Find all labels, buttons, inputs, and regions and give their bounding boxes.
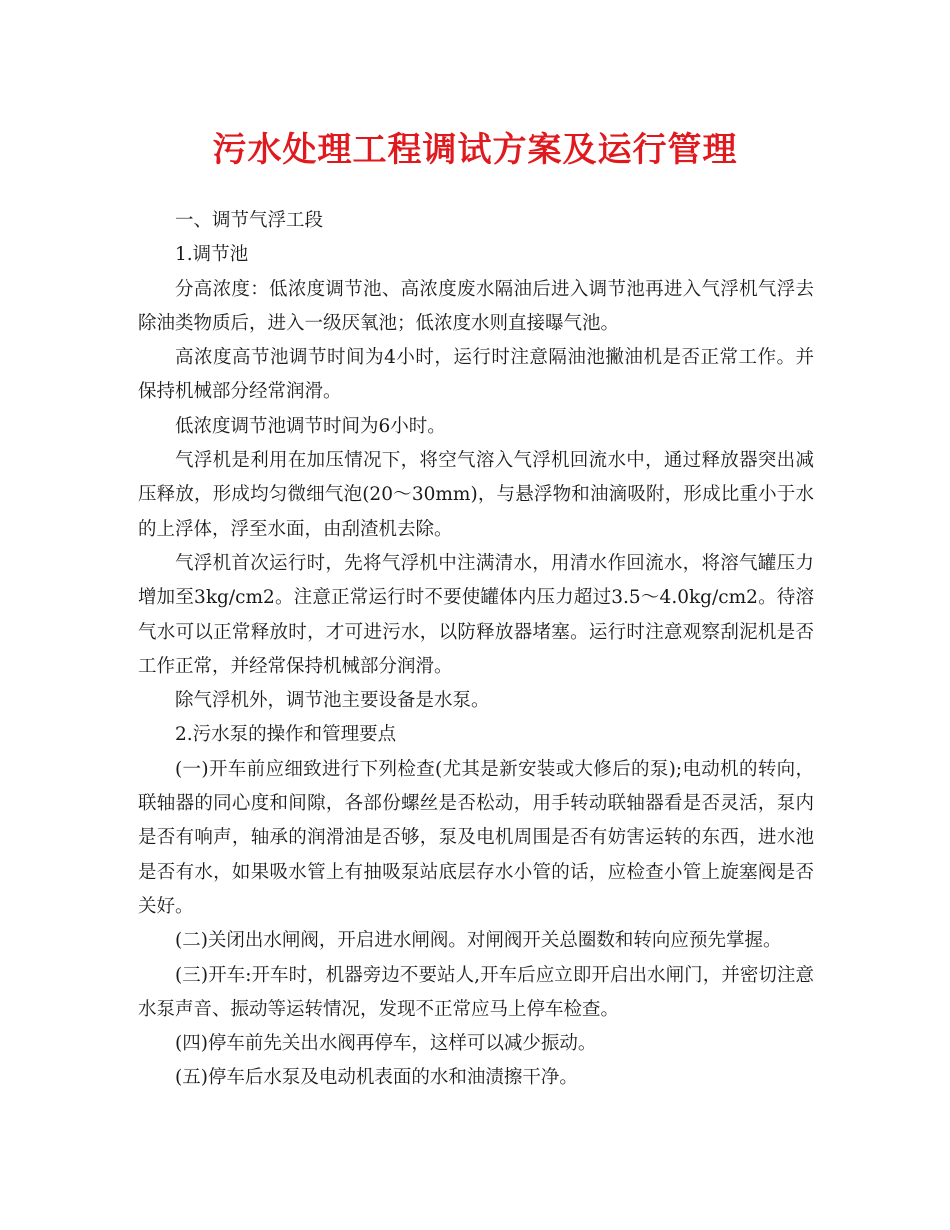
section-heading: 一、调节气浮工段 <box>175 210 324 231</box>
document-body <box>138 204 814 1096</box>
body-paragraph: 高浓度高节池调节时间为4小时，运行时注意隔油池撇油机是否正常工作。并保持机械部分经常润滑。 <box>138 347 814 403</box>
body-paragraph: 低浓度调节池调节时间为6小时。 <box>175 415 446 437</box>
body-paragraph: 分高浓度：低浓度调节池、高浓度废水隔油后进入调节池再进入气浮机气浮去除油类物质后，进入一级厌氧池；低浓度水则直接曝气池。 <box>138 278 814 334</box>
body-paragraph: (四)停车前先关出水阀再停车，这样可以减少振动。 <box>175 1033 597 1055</box>
document-title: 污水处理工程调试方案及运行管理 <box>212 130 738 170</box>
body-paragraph: (五)停车后水泵及电动机表面的水和油渍擦干净。 <box>175 1067 578 1089</box>
body-paragraph: 气浮机是利用在加压情况下，将空气溶入气浮机回流水中，通过释放器突出减压释放，形成均匀微细气泡(20～30mm)，与悬浮物和油滴吸附，形成比重小于水的上浮体，浮至水面，由刮渣机去除。 <box>138 450 814 540</box>
body-paragraph: 除气浮机外，调节池主要设备是水泵。 <box>175 690 490 712</box>
subsection-heading: 2.污水泵的操作和管理要点 <box>175 724 397 746</box>
body-paragraph: 气浮机首次运行时，先将气浮机中注满清水，用清水作回流水，将溶气罐压力增加至3kg/cm2。注意正常运行时不要使罐体内压力超过3.5～4.0kg/cm2。待溶气水可以正常释放时，才可进污水，以防释放器堵塞。运行时注意观察刮泥机是否工作正常，并经常保持机械部分润滑。 <box>138 552 814 677</box>
body-paragraph: (一)开车前应细致进行下列检查(尤其是新安装或大修后的泵);电动机的转向，联轴器的同心度和间隙，各部份螺丝是否松动，用手转动联轴器看是否灵活，泵内是否有响声，轴承的润滑油是否够，泵及电机周围是否有妨害运转的东西，进水池是否有水，如果吸水管上有抽吸泵站底层存水小管的话，应检查小管上旋塞阀是否关好。 <box>138 758 814 917</box>
subsection-heading: 1.调节池 <box>175 244 249 266</box>
body-paragraph: (二)关闭出水闸阀，开启进水闸阀。对闸阀开关总圈数和转向应预先掌握。 <box>175 930 782 952</box>
body-paragraph: (三)开车:开车时，机器旁边不要站人,开车后应立即开启出水闸门，并密切注意水泵声音、振动等运转情况，发现不正常应马上停车检查。 <box>138 964 814 1020</box>
